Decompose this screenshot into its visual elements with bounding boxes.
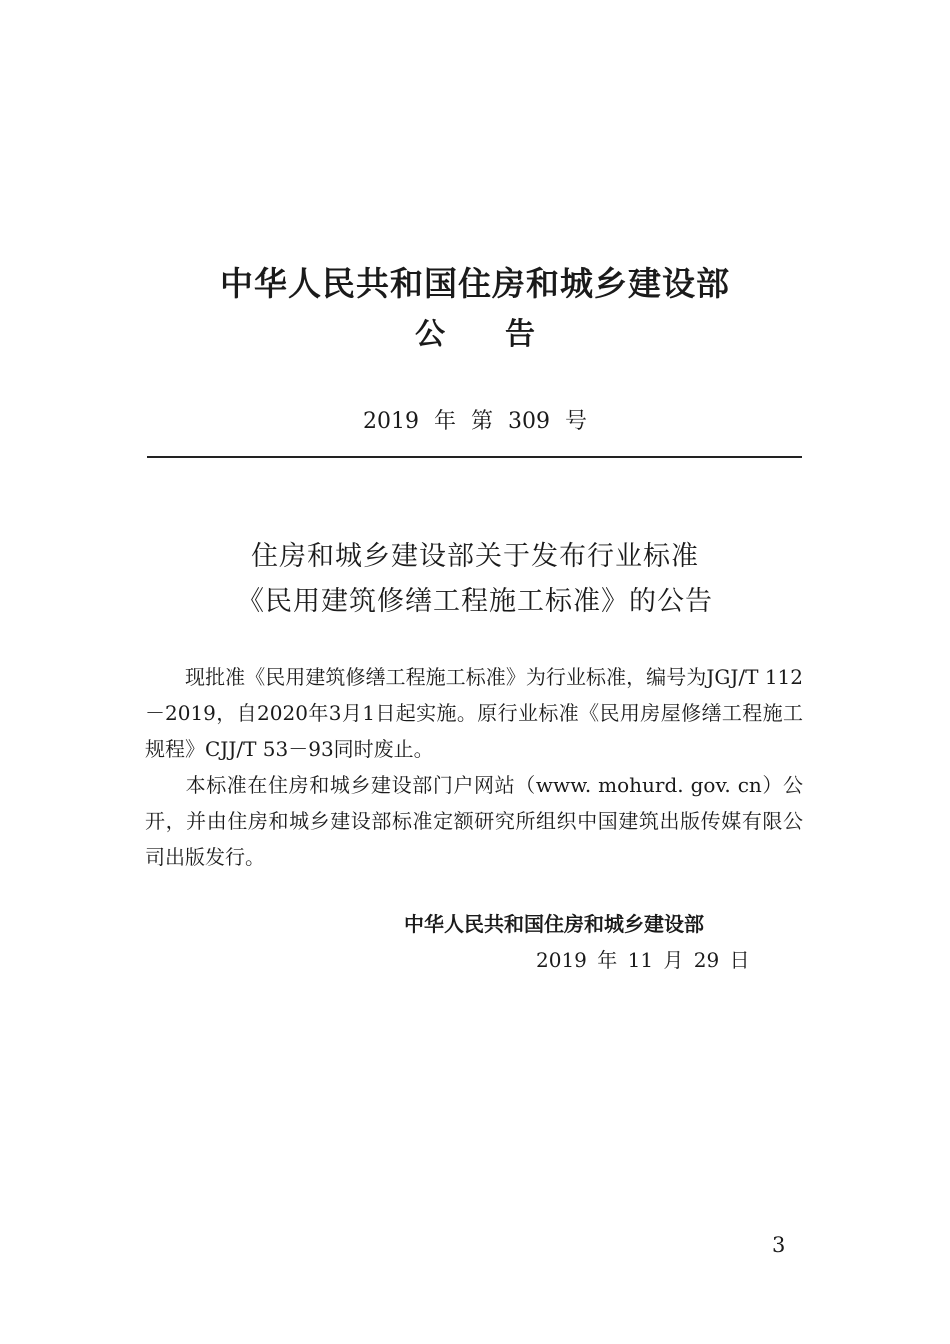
body-paragraph-1-text: 现批准《民用建筑修缮工程施工标准》为行业标准，编号为JGJ/T 112－2019，自2020年3月1日起实施。原行业标准《民用房屋修缮工程施工规程》CJJ/T 53－93同时废止。 bbox=[145, 665, 803, 761]
issue-number: 2019 年 第 309 号 bbox=[363, 409, 587, 434]
page-number: 3 bbox=[772, 1233, 786, 1257]
issuing-organization: 中华人民共和国住房和城乡建设部 bbox=[220, 264, 730, 303]
signature-date: 2019 年 11 月 29 日 bbox=[536, 948, 750, 972]
body-paragraph-2-text: 本标准在住房和城乡建设部门户网站（www. mohurd. gov. cn）公开，并由住房和城乡建设部标准定额研究所组织中国建筑出版传媒有限公司出版发行。 bbox=[145, 773, 803, 869]
document-type: 公告 bbox=[415, 317, 595, 352]
notice-title-line1: 住房和城乡建设部关于发布行业标准 bbox=[251, 541, 699, 572]
body-paragraph-1 bbox=[145, 659, 803, 767]
signature-issuer: 中华人民共和国住房和城乡建设部 bbox=[404, 912, 704, 936]
body-paragraph-2 bbox=[145, 767, 803, 875]
notice-title-line2: 《民用建筑修缮工程施工标准》的公告 bbox=[237, 586, 713, 617]
header-divider bbox=[147, 456, 802, 458]
